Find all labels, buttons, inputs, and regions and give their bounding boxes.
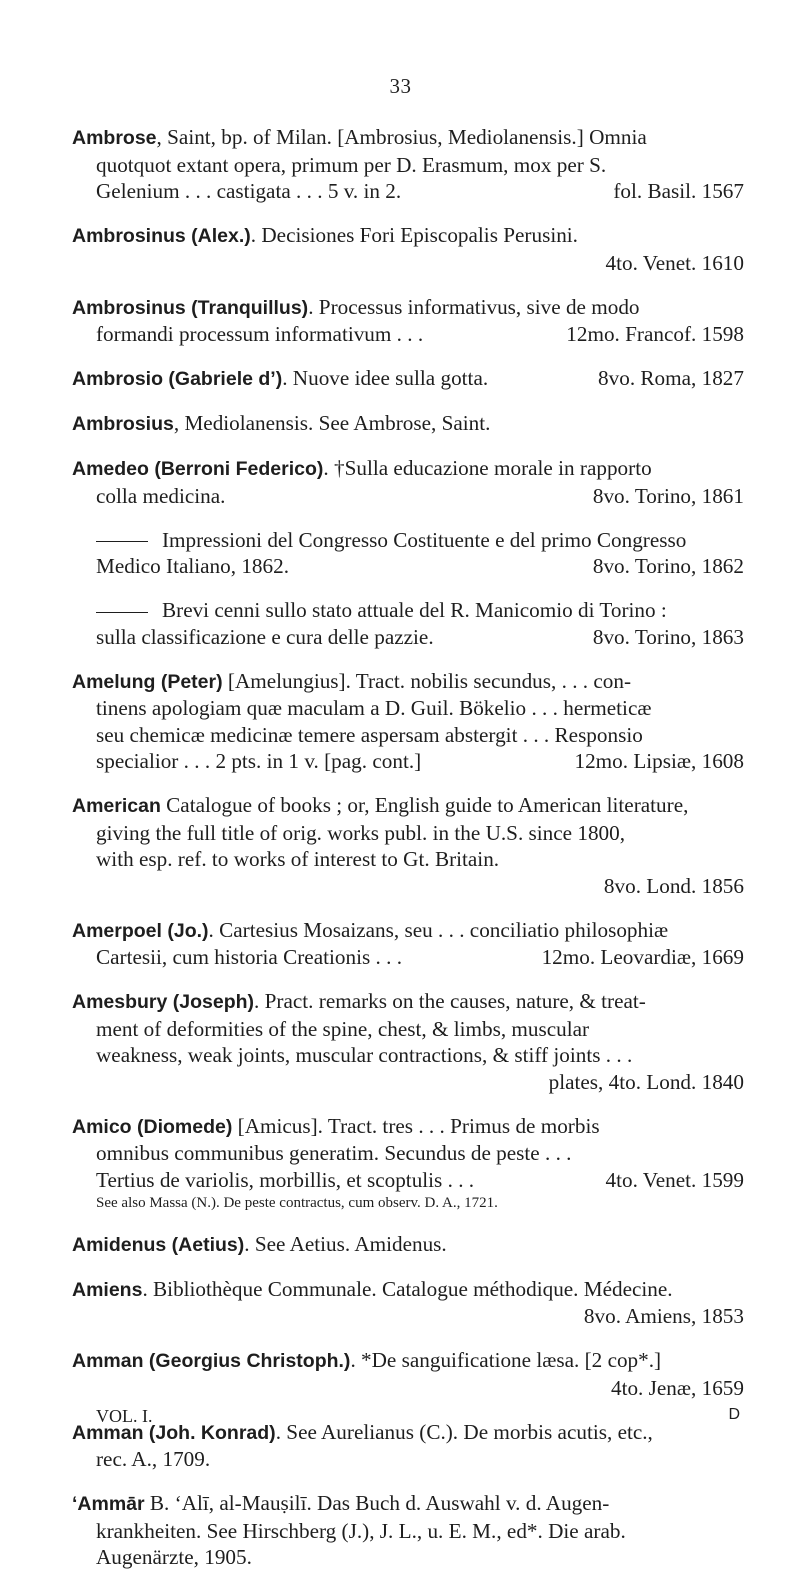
ditto-dash (96, 541, 148, 542)
entry-line: giving the full title of orig. works publ. in the U.S. since 1800, (96, 820, 626, 845)
entry-heading: Ambrose (72, 127, 157, 149)
entry-imprint: 4to. Venet. 1599 (605, 1167, 744, 1192)
catalogue-entries (72, 124, 744, 1588)
entry-heading: ‘Ammār (72, 1493, 145, 1515)
entry-heading: Ambrosinus (Alex.) (72, 225, 251, 247)
entry-text: . Pract. remarks on the causes, nature, & treat- (254, 989, 646, 1013)
entry-line (72, 917, 744, 945)
catalogue-entry (72, 294, 744, 348)
catalogue-entry (72, 1276, 744, 1330)
entry-line (72, 1231, 744, 1259)
entry-imprint: fol. Basil. 1567 (613, 179, 744, 203)
entry-imprint: 4to. Venet. 1610 (605, 250, 744, 275)
entry-text: , Mediolanensis. See Ambrose, Saint. (173, 411, 491, 435)
entry-heading: Amman (Joh. Konrad) (72, 1421, 276, 1444)
catalogue-entry (72, 1347, 744, 1401)
entry-text: . Processus informativus, sive de modo (308, 294, 640, 319)
page-number: 33 (389, 74, 412, 98)
entry-line: Augenärzte, 1905. (96, 1545, 252, 1569)
entry-line (72, 365, 744, 393)
entry-line (72, 178, 744, 205)
entry-text: Catalogue of books ; or, English guide to American literature, (160, 793, 689, 817)
catalogue-entry (72, 410, 744, 438)
entry-line: krankheiten. See Hirschberg (J.), J. L., u. E. M., ed*. Die arab. (96, 1518, 626, 1543)
entry-text: Brevi cenni sullo stato attuale del R. Manicomio di Torino : (162, 598, 667, 622)
entry-heading: Ambrosinus (Tranquillus) (72, 296, 309, 319)
entry-line (72, 553, 744, 580)
entry-text: . See Aurelianus (C.). De morbis acutis, etc., (275, 1419, 653, 1444)
entry-line (72, 483, 744, 510)
catalogue-entry (72, 527, 744, 580)
entry-imprint: 8vo. Amiens, 1853 (583, 1304, 744, 1328)
entry-imprint: 8vo. Torino, 1861 (592, 483, 744, 508)
entry-title-part: sulla classificazione e cura delle pazzie. (96, 624, 434, 649)
entry-text: . Cartesius Mosaizans, seu . . . conciliatio philosophiæ (208, 917, 669, 942)
entry-line (72, 294, 744, 322)
entry-title-part: Medico Italiano, 1862. (96, 554, 289, 578)
catalogue-entry (72, 988, 744, 1095)
entry-title-part: Cartesii, cum historia Creationis . . . (96, 945, 402, 969)
entry-line (72, 668, 744, 696)
entry-line (72, 944, 744, 971)
entry-heading: Amedeo (Berroni Federico) (72, 458, 324, 480)
entry-title-part: specialior . . . 2 pts. in 1 v. [pag. cont.] (96, 749, 422, 773)
entry-imprint: 12mo. Leovardiæ, 1669 (541, 945, 744, 969)
catalogue-entry (72, 597, 744, 650)
catalogue-entry (72, 222, 744, 276)
entry-heading: Amerpoel (Jo.) (72, 919, 209, 942)
catalogue-entry (72, 917, 744, 971)
entry-title-part: Gelenium . . . castigata . . . 5 v. in 2. (96, 179, 402, 203)
entry-line: with esp. ref. to works of interest to Gt. Britain. (96, 847, 500, 871)
entry-title-part (72, 365, 488, 393)
entry-line: quotquot extant opera, primum per D. Erasmum, mox per S. (96, 152, 607, 177)
entry-heading: Amman (Georgius Christoph.) (72, 1350, 351, 1372)
catalogue-entry (72, 1490, 744, 1571)
entry-line (72, 1113, 744, 1141)
entry-line: omnibus communibus generatim. Secundus de peste . . . (96, 1141, 572, 1165)
entry-text: [Amelungius]. Tract. nobilis secundus, . . . con- (222, 668, 632, 693)
entry-text: , Saint, bp. of Milan. [Ambrosius, Mediolanensis.] Omnia (156, 125, 647, 149)
entry-heading: Ambrosio (Gabriele d’) (72, 368, 283, 390)
entry-heading: American (72, 795, 161, 817)
entry-imprint: 4to. Jenæ, 1659 (610, 1375, 744, 1400)
entry-note: See also Massa (N.). De peste contractus, cum observ. D. A., 1721. (96, 1195, 498, 1211)
entry-text: . *De sanguificatione læsa. [2 cop*.] (350, 1348, 662, 1372)
entry-line (72, 597, 744, 624)
entry-text: . See Aetius. Amidenus. (244, 1231, 447, 1256)
entry-text: . †Sulla educazione morale in rapporto (323, 456, 652, 480)
entry-line (72, 455, 744, 483)
entry-line (72, 124, 744, 152)
entry-line: rec. A., 1709. (96, 1447, 211, 1471)
entry-imprint: 8vo. Roma, 1827 (598, 366, 744, 390)
entry-line (72, 624, 744, 651)
entry-line (72, 222, 744, 250)
entry-text: Impressioni del Congresso Costituente e del primo Congresso (162, 527, 687, 552)
catalogue-entry (72, 1231, 744, 1259)
catalogue-entry (72, 455, 744, 509)
entry-imprint: 8vo. Torino, 1863 (592, 624, 744, 649)
entry-title-part: Tertius de variolis, morbillis, et scoptulis . . . (96, 1167, 475, 1192)
ditto-dash (96, 612, 148, 613)
entry-line (72, 792, 744, 820)
entry-line (72, 321, 744, 348)
entry-line: weakness, weak joints, muscular contractions, & stiff joints . . . (96, 1043, 633, 1067)
catalogue-entry (72, 124, 744, 205)
entry-imprint: 8vo. Lond. 1856 (603, 873, 744, 898)
entry-imprint: 12mo. Lipsiæ, 1608 (574, 749, 744, 773)
entry-line (72, 527, 744, 554)
catalogue-entry (72, 1113, 744, 1214)
entry-heading: Amiens (72, 1278, 143, 1301)
entry-line: seu chemicæ medicinæ temere aspersam abstergit . . . Responsio (96, 722, 643, 747)
entry-imprint: plates, 4to. Lond. 1840 (548, 1069, 744, 1094)
entry-line (72, 1276, 744, 1304)
entry-imprint: 8vo. Torino, 1862 (592, 554, 744, 578)
entry-text: B. ‘Alī, al-Mauṣilī. Das Buch d. Auswahl v. d. Augen- (144, 1491, 610, 1515)
entry-text: [Amicus]. Tract. tres . . . Primus de morbis (232, 1113, 600, 1138)
catalogue-entry (72, 668, 744, 775)
entry-line (72, 988, 744, 1016)
entry-text: . Decisiones Fori Episcopalis Perusini. (250, 223, 578, 247)
entry-heading: Amico (Diomede) (72, 1115, 233, 1138)
entry-heading: Amelung (Peter) (72, 670, 223, 693)
entry-line (72, 1347, 744, 1375)
entry-line (72, 1490, 744, 1518)
entry-line (72, 748, 744, 775)
page-footer (72, 1406, 744, 1427)
entry-line (72, 410, 744, 438)
entry-heading: Amidenus (Aetius) (72, 1233, 245, 1256)
volume-label: VOL. I. (96, 1406, 153, 1426)
entry-heading: Ambrosius (72, 413, 174, 435)
entry-title-part: colla medicina. (96, 483, 226, 508)
catalogue-entry (72, 365, 744, 393)
entry-line: tinens apologiam quæ maculam a D. Guil. Bökelio . . . hermeticæ (96, 696, 652, 720)
catalogue-entry (72, 792, 744, 899)
entry-line (72, 1167, 744, 1194)
signature-mark: D (728, 1406, 740, 1423)
entry-title-part: formandi processum informativum . . . (96, 322, 424, 346)
entry-heading: Amesbury (Joseph) (72, 991, 255, 1013)
entry-text: . Bibliothèque Communale. Catalogue méthodique. Médecine. (142, 1276, 673, 1301)
entry-line: ment of deformities of the spine, chest, & limbs, muscular (96, 1016, 590, 1041)
entry-text: . Nuove idee sulla gotta. (282, 366, 489, 390)
entry-imprint: 12mo. Francof. 1598 (566, 322, 744, 346)
